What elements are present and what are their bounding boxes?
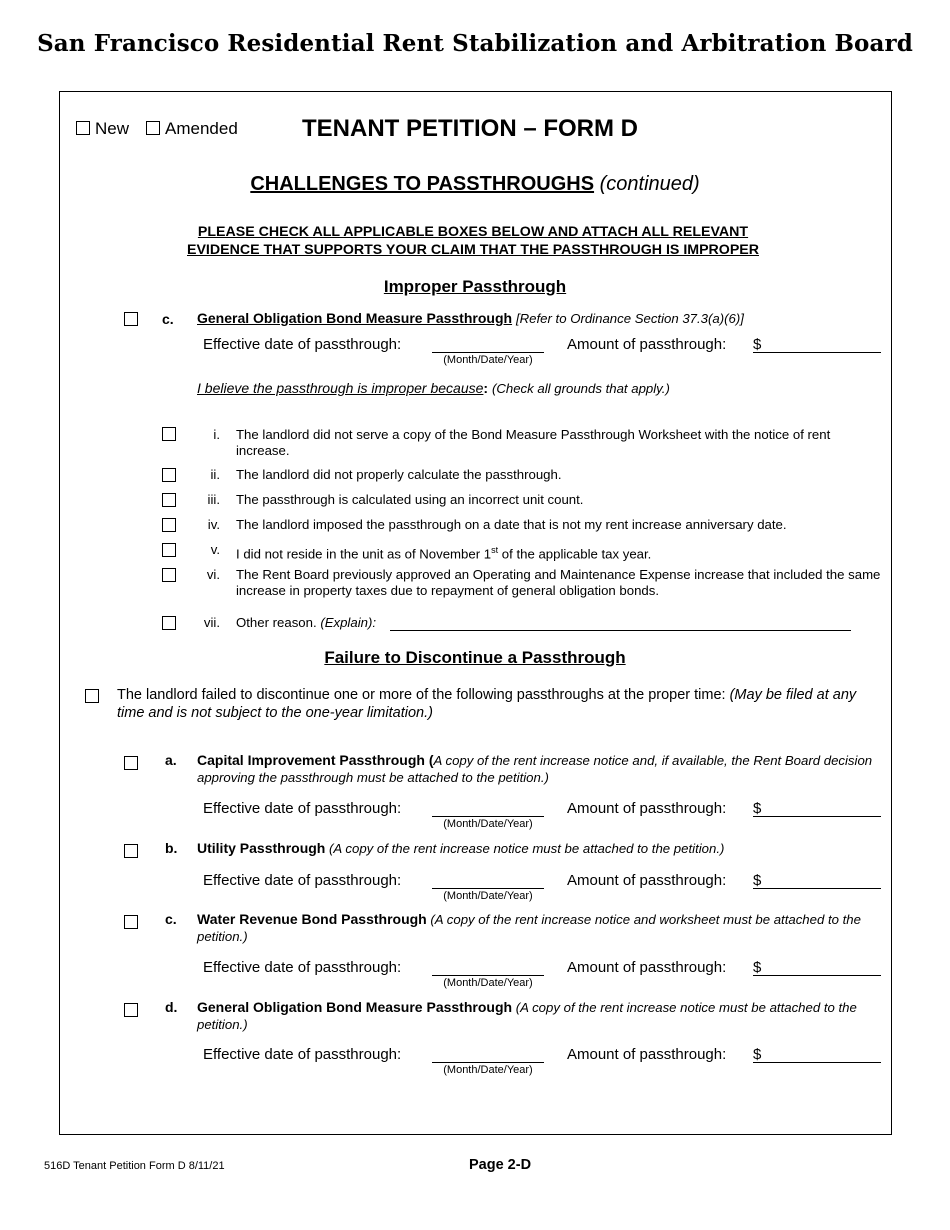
failure-a-text <box>197 752 887 786</box>
reason-v-sup: st <box>491 545 499 555</box>
failure-b-checkbox[interactable] <box>124 844 138 858</box>
improper-c-title-text: General Obligation Bond Measure Passthrough <box>197 310 513 326</box>
new-label: New <box>95 119 130 138</box>
failure-d-amount-label: Amount of passthrough: <box>567 1046 727 1063</box>
failure-c-note: (A copy of the rent increase notice and worksheet must be attached to the petition.) <box>197 912 861 944</box>
failure-intro-text: The landlord failed to discontinue one or more of the following passthroughs at the proper time: <box>117 687 726 703</box>
reason-iv-num: iv. <box>207 517 220 532</box>
reason-iv-text: The landlord imposed the passthrough on a date that is not my rent increase anniversary date. <box>236 517 787 532</box>
failure-c-text <box>197 911 887 945</box>
failure-d-text <box>197 999 887 1033</box>
failure-intro <box>117 686 887 722</box>
reason-vi-text: The Rent Board previously approved an Operating and Maintenance Expense increase that included the same increase in property taxes due to repayment of general obligation bonds. <box>236 567 881 598</box>
form-id: 516D Tenant Petition Form D 8/11/21 <box>44 1160 225 1172</box>
other-reason-field[interactable] <box>390 630 851 631</box>
reason-ii-text: The landlord did not properly calculate the passthrough. <box>236 467 562 482</box>
failure-c-dollar: $ <box>753 959 762 976</box>
failure-a-effective-label: Effective date of passthrough: <box>203 800 402 817</box>
believe-colon: : <box>483 380 489 396</box>
reason-i-num: i. <box>213 427 220 442</box>
failure-b-effective-label: Effective date of passthrough: <box>203 872 402 889</box>
reason-ii-num: ii. <box>210 467 220 482</box>
new-checkbox[interactable] <box>76 121 90 135</box>
failure-a-note: A copy of the rent increase notice and, if available, the Rent Board decision approving the passthrough must be attached to the petition.) <box>197 753 873 785</box>
failure-a-dollar: $ <box>753 800 762 817</box>
improper-amount-label: Amount of passthrough: <box>567 336 727 353</box>
reason-v-text-before: I did not reside in the unit as of November 1 <box>236 546 492 562</box>
improper-date-field[interactable] <box>432 352 544 353</box>
failure-d-effective-label: Effective date of passthrough: <box>203 1046 402 1063</box>
believe-hint: (Check all grounds that apply.) <box>491 381 670 396</box>
failure-c-checkbox[interactable] <box>124 915 138 929</box>
failure-a-date-field[interactable] <box>432 816 544 817</box>
instruction-line-1: PLEASE CHECK ALL APPLICABLE BOXES BELOW AND ATTACH ALL RELEVANT <box>197 224 749 240</box>
reason-vii-checkbox[interactable] <box>162 616 176 630</box>
failure-a-open-paren: ( <box>424 752 434 768</box>
section-title-continued: (continued) <box>599 173 700 195</box>
section-title-text: CHALLENGES TO PASSTHROUGHS <box>250 173 595 195</box>
reason-vii-label: Other reason. <box>236 615 317 630</box>
improper-dollar: $ <box>753 336 762 353</box>
failure-d-amount-field[interactable] <box>753 1062 881 1063</box>
reason-vi-num: vi. <box>206 567 220 582</box>
reason-i-text: The landlord did not serve a copy of the Bond Measure Passthrough Worksheet with the notice of rent increase. <box>236 427 831 458</box>
instructions <box>0 223 946 259</box>
failure-intro-italic: (May be filed at any time and is not subject to the one-year limitation.) <box>117 687 857 721</box>
reason-vii-text <box>236 615 376 631</box>
failure-heading: Failure to Discontinue a Passthrough <box>324 648 626 667</box>
failure-checkbox[interactable] <box>85 689 99 703</box>
improper-amount-field[interactable] <box>753 352 881 353</box>
failure-d-letter: d. <box>165 999 178 1015</box>
failure-c-effective-label: Effective date of passthrough: <box>203 959 402 976</box>
reason-v-checkbox[interactable] <box>162 543 176 557</box>
improper-c-ref: [Refer to Ordinance Section 37.3(a)(6)] <box>515 311 744 326</box>
failure-a-title: Capital Improvement Passthrough <box>197 752 425 768</box>
failure-d-note: (A copy of the rent increase notice must be attached to the petition.) <box>197 1000 857 1032</box>
failure-b-title: Utility Passthrough <box>197 840 326 856</box>
failure-a-letter: a. <box>165 752 177 768</box>
failure-a-amount-label: Amount of passthrough: <box>567 800 727 817</box>
failure-d-checkbox[interactable] <box>124 1003 138 1017</box>
failure-c-amount-field[interactable] <box>753 975 881 976</box>
failure-d-date-field[interactable] <box>432 1062 544 1063</box>
improper-heading: Improper Passthrough <box>383 277 567 296</box>
failure-c-amount-label: Amount of passthrough: <box>567 959 727 976</box>
failure-a-date-hint: (Month/Date/Year) <box>443 818 533 830</box>
agency-header: San Francisco Residential Rent Stabilization and Arbitration Board <box>37 30 913 57</box>
failure-d-dollar: $ <box>753 1046 762 1063</box>
failure-b-letter: b. <box>165 840 178 856</box>
improper-c-title <box>197 310 744 326</box>
failure-c-date-field[interactable] <box>432 975 544 976</box>
failure-b-note: (A copy of the rent increase notice must be attached to the petition.) <box>325 841 725 856</box>
failure-d-date-hint: (Month/Date/Year) <box>443 1064 533 1076</box>
failure-b-date-hint: (Month/Date/Year) <box>443 890 533 902</box>
failure-c-title: Water Revenue Bond Passthrough <box>197 911 427 927</box>
believe-label: I believe the passthrough is improper because <box>197 380 484 396</box>
reason-iv-checkbox[interactable] <box>162 518 176 532</box>
section-title <box>0 173 950 196</box>
reason-v-text <box>236 542 886 562</box>
page-number: Page 2-D <box>469 1157 532 1173</box>
failure-b-date-field[interactable] <box>432 888 544 889</box>
improper-effective-label: Effective date of passthrough: <box>203 336 402 353</box>
failure-c-letter: c. <box>165 911 177 927</box>
reason-vii-explain: (Explain): <box>320 615 377 630</box>
reason-v-text-after: of the applicable tax year. <box>498 546 652 562</box>
failure-b-dollar: $ <box>753 872 762 889</box>
failure-a-checkbox[interactable] <box>124 756 138 770</box>
reason-v-num: v. <box>210 542 220 557</box>
amended-label: Amended <box>165 119 238 138</box>
improper-date-hint: (Month/Date/Year) <box>443 354 533 366</box>
amended-checkbox[interactable] <box>146 121 160 135</box>
failure-c-date-hint: (Month/Date/Year) <box>443 977 533 989</box>
form-title: TENANT PETITION – FORM D <box>302 115 638 142</box>
failure-a-amount-field[interactable] <box>753 816 881 817</box>
failure-d-title: General Obligation Bond Measure Passthrough <box>197 999 513 1015</box>
reason-vi-checkbox[interactable] <box>162 568 176 582</box>
reason-vii-num: vii. <box>203 615 220 630</box>
reason-ii-checkbox[interactable] <box>162 468 176 482</box>
reason-iii-checkbox[interactable] <box>162 493 176 507</box>
believe-line <box>197 380 670 396</box>
failure-b-amount-field[interactable] <box>753 888 881 889</box>
improper-c-letter: c. <box>162 311 174 327</box>
failure-b-text <box>197 840 887 857</box>
instruction-line-2: EVIDENCE THAT SUPPORTS YOUR CLAIM THAT THE PASSTHROUGH IS IMPROPER <box>187 242 759 258</box>
reason-iii-text: The passthrough is calculated using an incorrect unit count. <box>236 492 584 507</box>
reason-i-checkbox[interactable] <box>162 427 176 441</box>
failure-b-amount-label: Amount of passthrough: <box>567 872 727 889</box>
improper-c-checkbox[interactable] <box>124 312 138 326</box>
reason-iii-num: iii. <box>207 492 220 507</box>
